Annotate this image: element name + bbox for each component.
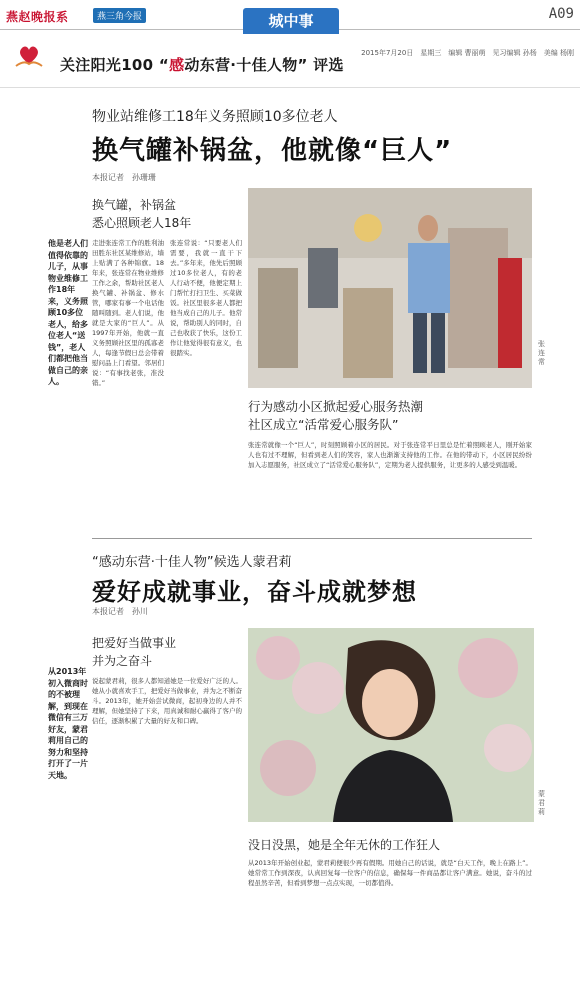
article1-subhead-line: 换气罐，补锅盆 <box>92 198 177 212</box>
article2-subhead-2: 没日没黑，她是全年无休的工作狂人 <box>248 838 441 852</box>
campaign-accent: 感 <box>169 56 185 74</box>
portrait-photo-illustration <box>248 628 534 822</box>
article2-subhead-line: 并为之奋斗 <box>92 654 153 668</box>
article2-photo <box>248 628 534 822</box>
article2-byline: 本报记者 孙川 <box>92 607 148 616</box>
article2-kicker: “感动东营·十佳人物”候选人蒙君莉 <box>92 555 292 570</box>
article1-photo-credit: 张连常 <box>538 340 545 366</box>
article2-subhead <box>92 634 176 670</box>
article1-body-column-1: 走进张连常工作的胜利油田胜东社区某维修站，墙上贴满了各种锦旗。18年来，张连常在物业维修工作之余，帮助社区老人换气罐、补锅盆、修水管，哪家有事一个电话他随叫随到。老人们说，他就是大家的“巨人”。从1997年开始，他就一直义务照顾社区里的孤寡老人，每逢节假日总会带着慰问品上门看望。邻居们说：“有事找老张，准没错。” <box>92 239 164 387</box>
article1-kicker: 物业站维修工18年义务照顾10多位老人 <box>92 109 338 125</box>
article2-body-column-1: 说起蒙君莉，很多人都知道她是一位爱好广泛的人。她从小就喜欢手工，把爱好当做事业，并为之不断奋斗。2013年，她开始尝试微商，起初身边的人并不理解，但她坚持了下来，用真诚和耐心赢得了客户的信任，逐渐积累了大量的好友和口碑。 <box>92 677 242 725</box>
article1-byline: 本报记者 孙珊珊 <box>92 173 156 182</box>
article2-body-column-2: 从2013年开始创业起，蒙君莉便很少再有假期。用她自己的话说，就是“白天工作，晚上在路上”。她常常工作到深夜，认真回复每一位客户的信息，确保每一件商品都让客户满意。她说，奋斗的过程虽然辛苦，但看到梦想一点点实现，一切都值得。 <box>248 859 532 887</box>
campaign-banner <box>0 36 580 88</box>
article2-sidebar-summary: 从2013年初入微商时的不被理解，到现在微信有三万好友，蒙君莉用自己的努力和坚持打开了一片天地。 <box>48 667 88 780</box>
section-title: 城中事 <box>243 8 339 34</box>
article1-body-column-2: 张连常说：“只要老人们需要，我就一直干下去。”多年来，他先后照顾过10多位老人，有的老人行动不便，他便定期上门帮忙打扫卫生、买菜做饭。社区里很多老人都把他当成自己的儿子。他常说，帮助别人的同时，自己也收获了快乐，这份工作让他觉得很有意义，也很踏实。 <box>170 239 242 357</box>
article2-photo-credit: 蒙君莉 <box>538 790 545 816</box>
newspaper-brand: 燕赵晚报系 <box>6 10 69 24</box>
masthead <box>0 0 580 30</box>
article1-photo <box>248 188 532 388</box>
article1-body-column-3: 张连常就像一个“巨人”，时刻照顾着小区的居民。对于张连常平日里总是忙着照顾老人，刚开始家人也有过不理解，但看到老人们的笑容，家人也渐渐支持他的工作。在他的带动下，小区居民纷纷加入志愿服务，社区成立了“活常爱心服务队”，定期为老人提供服务，让更多的人感受到温暖。 <box>248 441 532 469</box>
article-divider <box>92 538 532 539</box>
page-number: A09 <box>548 6 574 22</box>
article1-subhead-line: 悉心照顾老人18年 <box>92 216 192 230</box>
campaign-title <box>60 54 344 75</box>
article1-headline: 换气罐补锅盆，他就像“巨人” <box>92 136 453 166</box>
article2-headline: 爱好成就事业，奋斗成就梦想 <box>92 578 417 606</box>
campaign-prefix: 关注阳光100 “ <box>60 56 170 74</box>
article1-sidebar-summary: 他是老人们值得依靠的儿子，从事物业维修工作18年来，义务照顾10多位老人，给多位老人“送钱”，老人们都把他当做自己的亲人。 <box>48 239 88 386</box>
issue-line: 2015年7月20日 星期三 编辑 曹丽萌 见习编辑 孙杨 美编 杨刚 <box>361 49 574 57</box>
article1-subhead <box>92 196 191 232</box>
heart-hands-icon <box>14 40 44 70</box>
article1-subhead-2-line: 社区成立“活常爱心服务队” <box>248 417 399 432</box>
workshop-photo-illustration <box>248 188 532 388</box>
article1-subhead-2 <box>248 398 423 434</box>
article1-subhead-2-line: 行为感动小区掀起爱心服务热潮 <box>248 399 424 414</box>
edition-tag: 燕三角今报 <box>93 8 146 23</box>
campaign-suffix: 动东营·十佳人物” 评选 <box>184 56 344 74</box>
article2-subhead-line: 把爱好当做事业 <box>92 636 177 650</box>
